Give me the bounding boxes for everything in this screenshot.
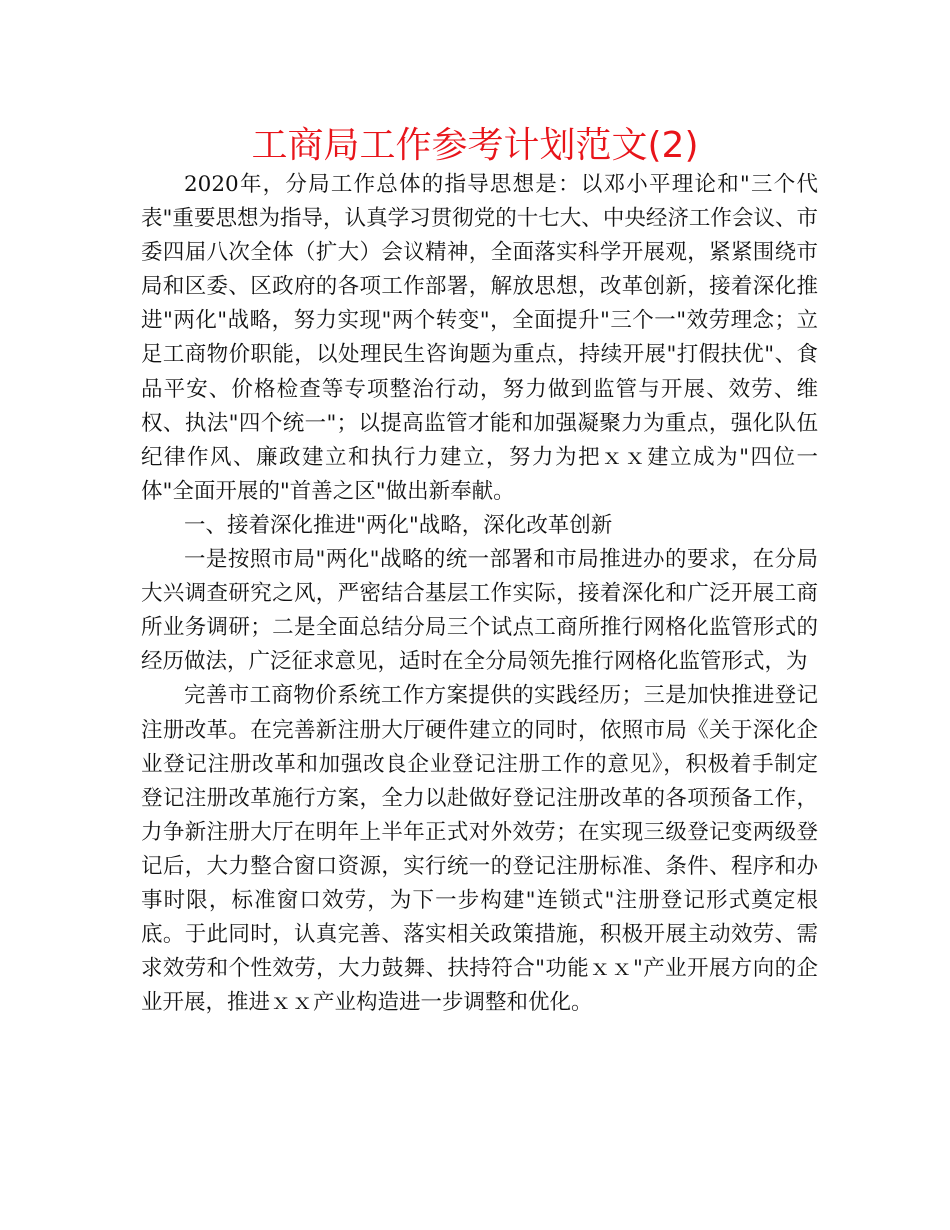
document-body [141, 168, 818, 1020]
document-title: 工商局工作参考计划范文(2) [251, 125, 699, 166]
paragraph-section-1-part-1: 一是按照市局"两化"战略的统一部署和市局推进办的要求，在分局大兴调查研究之风，严密结合基层工作实际，接着深化和广泛开展工商所业务调研；二是全面总结分局三个试点工商所推行网格化监管形式的经历做法，广泛征求意见，适时在全分局领先推行网格化监管形式，为 [141, 547, 818, 675]
paragraph-section-1-part-2: 完善市工商物价系统工作方案提供的实践经历；三是加快推进登记注册改革。在完善新注册大厅硬件建立的同时，依照市局《关于深化企业登记注册改革和加强改良企业登记注册工作的意见》，积极着手制定登记注册改革施行方案，全力以赴做好登记注册改革的各项预备工作，力争新注册大厅在明年上半年正式对外效劳；在实现三级登记变两级登记后，大力整合窗口资源，实行统一的登记注册标准、条件、程序和办事时限，标准窗口效劳，为下一步构建"连锁式"注册登记形式奠定根底。于此同时，认真完善、落实相关政策措施，积极开展主动效劳、需求效劳和个性效劳，大力鼓舞、扶持符合"功能ｘｘ"产业开展方向的企业开展，推进ｘｘ产业构造进一步调整和优化。 [141, 683, 818, 1016]
paragraph-guiding-thought: 2020年，分局工作总体的指导思想是：以邓小平理论和"三个代表"重要思想为指导，认真学习贯彻党的十七大、中央经济工作会议、市委四届八次全体（扩大）会议精神，全面落实科学开展观，紧紧围绕市局和区委、区政府的各项工作部署，解放思想，改革创新，接着深化推进"两化"战略，努力实现"两个转变"，全面提升"三个一"效劳理念；立足工商物价职能，以处理民生咨询题为重点，持续开展"打假扶优"、食品平安、价格检查等专项整治行动，努力做到监管与开展、效劳、维权、执法"四个统一"；以提高监管才能和加强凝聚力为重点，强化队伍纪律作风、廉政建立和执行力建立，努力为把ｘｘ建立成为"四位一体"全面开展的"首善之区"做出新奉献。 [141, 172, 818, 504]
section-heading-1: 一、接着深化推进"两化"战略，深化改革创新 [184, 512, 613, 538]
